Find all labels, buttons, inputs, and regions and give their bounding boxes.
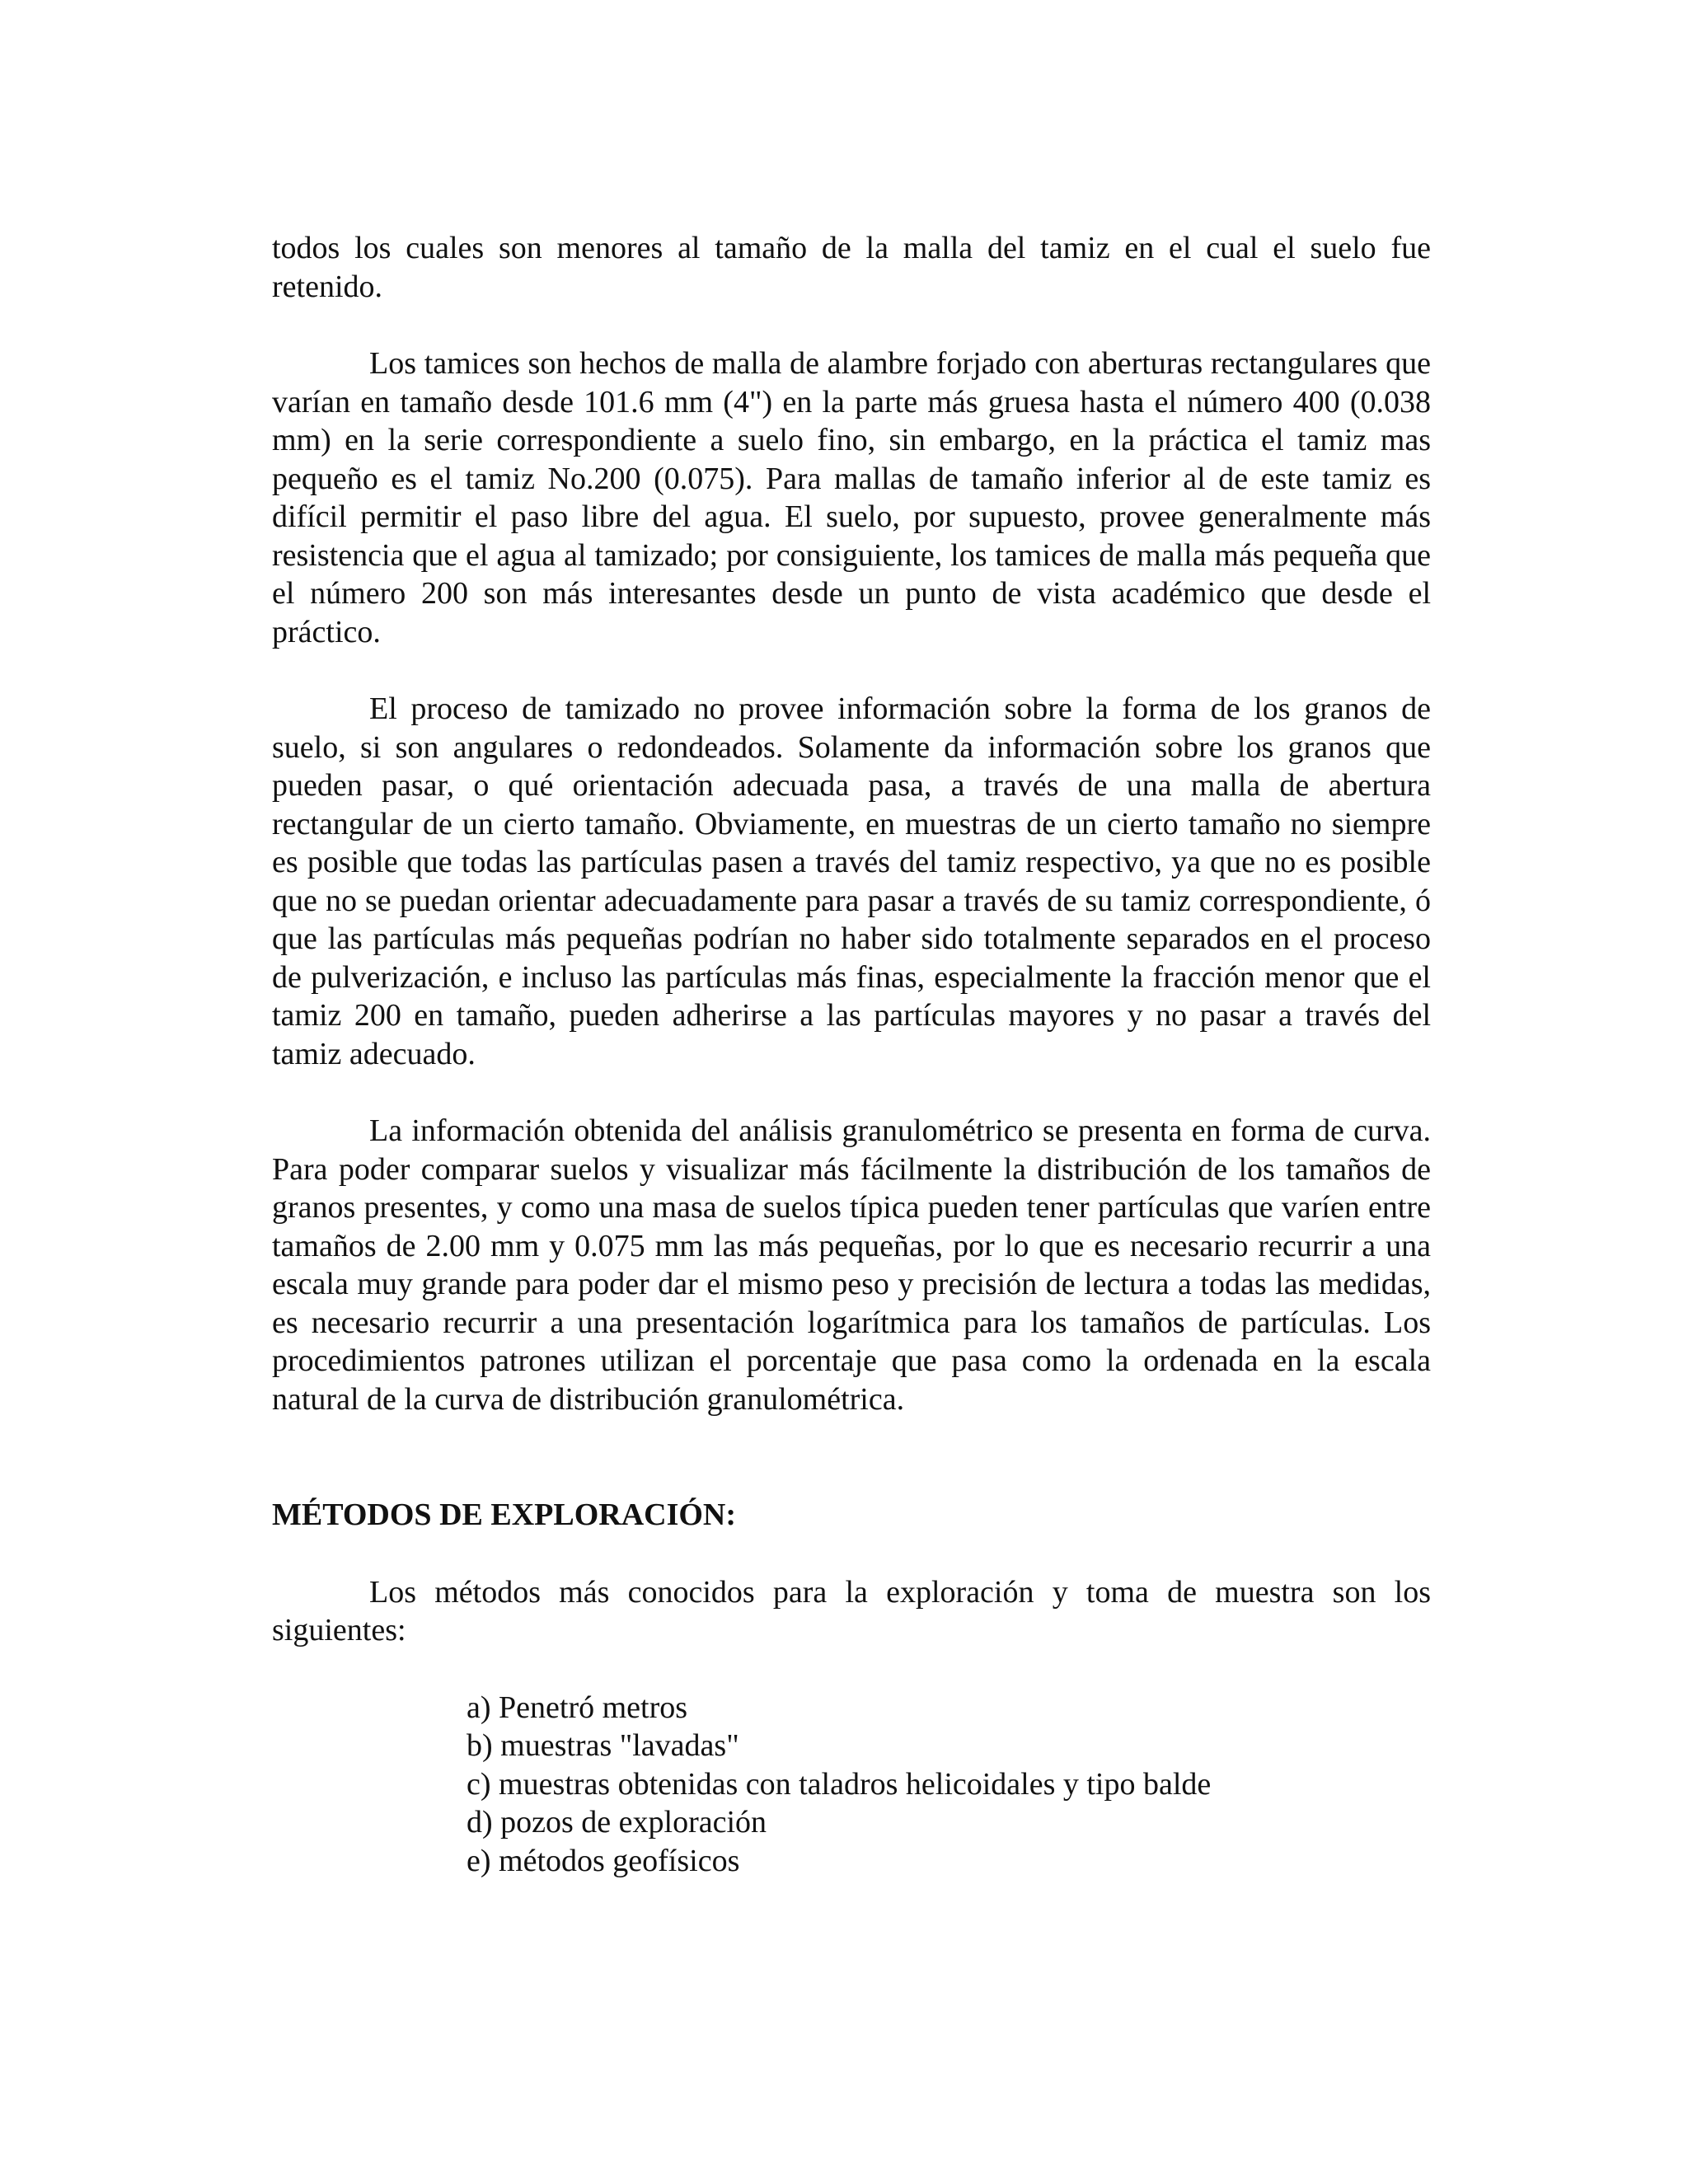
paragraph-granulometric-curve: La información obtenida del análisis granulométrico se presenta en forma de curva. Para poder comparar suelos y visualizar más fácilmente la distribución de los tamaños de granos presentes, y como una masa de suelos típica pueden tener partículas que varíen entre tamaños de 2.00 mm y 0.075 mm las más pequeñas, por lo que es necesario recurrir a una escala muy grande para poder dar el mismo peso y precisión de lectura a todas las medidas, es necesario recurrir a una presentación logarítmica para los tamaños de partículas. Los procedimientos patrones utilizan el porcentaje que pasa como la ordenada en la escala natural de la curva de distribución granulométrica. <box>272 1113 1431 1417</box>
section-heading: MÉTODOS DE EXPLORACIÓN: <box>272 1497 737 1532</box>
list-item: a) Penetró metros <box>467 1690 688 1725</box>
paragraph-sieving-process: El proceso de tamizado no provee información sobre la forma de los granos de suelo, si son angulares o redondeados. Solamente da información sobre los granos que pueden pasar, o qué orientación adecuada pasa, a través de una malla de abertura rectangular de un cierto tamaño. Obviamente, en muestras de un cierto tamaño no siempre es posible que todas las partículas pasen a través del tamiz respectivo, ya que no es posible que no se puedan orientar adecuadamente para pasar a través de su tamiz correspondiente, ó que las partículas más pequeñas podrían no haber sido totalmente separados en el proceso de pulverización, e incluso las partículas más finas, especialmente la fracción menor que el tamiz 200 en tamaño, pueden adherirse a las partículas mayores y no pasar a través del tamiz adecuado. <box>272 691 1431 1071</box>
methods-list <box>272 1689 1431 1881</box>
document-page <box>272 229 1431 1880</box>
list-item: b) muestras "lavadas" <box>467 1728 739 1763</box>
paragraph-sieves: Los tamices son hechos de malla de alambre forjado con aberturas rectangulares que varían en tamaño desde 101.6 mm (4") en la parte más gruesa hasta el número 400 (0.038 mm) en la serie correspondiente a suelo fino, sin embargo, en la práctica el tamiz mas pequeño es el tamiz No.200 (0.075). Para mallas de tamaño inferior al de este tamiz es difícil permitir el paso libre del agua. El suelo, por supuesto, provee generalmente más resistencia que el agua al tamizado; por consiguiente, los tamices de malla más pequeña que el número 200 son más interesantes desde un punto de vista académico que desde el práctico. <box>272 346 1431 649</box>
list-item: c) muestras obtenidas con taladros helicoidales y tipo balde <box>467 1766 1212 1802</box>
paragraph-continuation: todos los cuales son menores al tamaño de la malla del tamiz en el cual el suelo fue retenido. <box>272 231 1431 304</box>
list-item: e) métodos geofísicos <box>467 1843 740 1878</box>
list-item: d) pozos de exploración <box>467 1805 767 1840</box>
section-intro: Los métodos más conocidos para la exploración y toma de muestra son los siguientes: <box>272 1574 1431 1647</box>
